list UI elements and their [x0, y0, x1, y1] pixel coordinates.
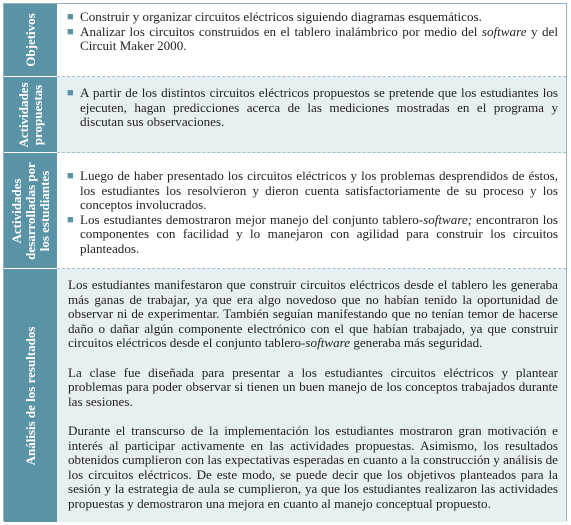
bullet-icon: ■: [67, 25, 74, 38]
row-objetivos: [4, 4, 566, 77]
cell-actividades-propuestas: [57, 77, 566, 153]
list-item: ■ A partir de los distintos circuitos eléctricos propuestos se pretende que los estudiantes los ejecuten, hagan predicciones acerca de las mediciones mostradas en el programa y discutan sus observaciones.: [67, 85, 558, 130]
list-item: ■ Analizar los circuitos construidos en el tablero inalámbrico por medio del software y del Circuit Maker 2000.: [67, 23, 559, 54]
row-label-analisis: [4, 269, 57, 522]
cell-actividades-desarrolladas: [57, 153, 566, 269]
label-text: Actividades desarrolladas por los estudiantes: [8, 161, 52, 260]
row-label-objetivos: [4, 4, 57, 77]
row-actividades-desarrolladas: [4, 153, 566, 269]
activity-table: [3, 3, 567, 521]
row-label-actividades-propuestas: [4, 77, 57, 153]
list-item: ■ Los estudiantes demostraron mejor manejo del conjunto tablero-software; encontraron los componentes con facilidad y lo manejaron con agilidad para construir los circuitos planteados.: [67, 211, 558, 256]
row-label-actividades-desarrolladas: [4, 153, 57, 269]
list-item: ■ Luego de haber presentado los circuitos eléctricos y los problemas desprendidos de éstos, los estudiantes los resolvieron y dieron cuenta satisfactoriamente de su proceso y los conceptos involucrados.: [67, 168, 558, 213]
cell-analisis: [57, 269, 566, 522]
list-item: ■ Construir y organizar circuitos eléctricos siguiendo diagramas esquemáticos.: [67, 9, 482, 24]
row-analisis: [4, 269, 566, 522]
cell-objetivos: [57, 4, 566, 77]
bullet-icon: ■: [67, 11, 74, 23]
bullet-icon: ■: [67, 213, 74, 226]
paragraph: Los estudiantes manifestaron que construir circuitos eléctricos desde el tablero les generaba más ganas de trabajar, ya que era algo novedoso que no habían tenido la oportunidad de observar ni de experimentar. También seguían manifestando que no tenían temor de hacerse daño o dañar algún componente electrónico con el que habían trabajado, ya que construir circuitos eléctricos desde el conjunto tablero-software generaba más seguridad.: [68, 277, 558, 351]
paragraph: La clase fue diseñada para presentar a los estudiantes circuitos eléctricos y plantear problemas para poder observar si tienen un buen manejo de los conceptos trabajados durante las sesiones.: [68, 364, 558, 409]
bullet-icon: ■: [67, 170, 74, 182]
label-text: Análisis de los resultados: [22, 326, 38, 465]
label-text: Objetivos: [22, 13, 38, 67]
paragraph: Durante el transcurso de la implementación los estudiantes mostraron gran motivación e interés al participar activamente en las actividades propuestas. Asimismo, los resultados obtenidos cumplieron con las expectativas esperadas en cuanto a la construcción y análisis de los circuitos eléctricos. De este modo, se puede decir que los objetivos planteados para la sesión y la estrategia de aula se cumplieron, ya que los estudiantes realizaron las actividades propuestas y demostraron una mejora en cuanto al manejo conceptual propuesto.: [68, 422, 558, 511]
label-text: Actividades propuestas: [15, 82, 45, 147]
row-actividades-propuestas: [4, 77, 566, 153]
bullet-icon: ■: [67, 87, 74, 99]
